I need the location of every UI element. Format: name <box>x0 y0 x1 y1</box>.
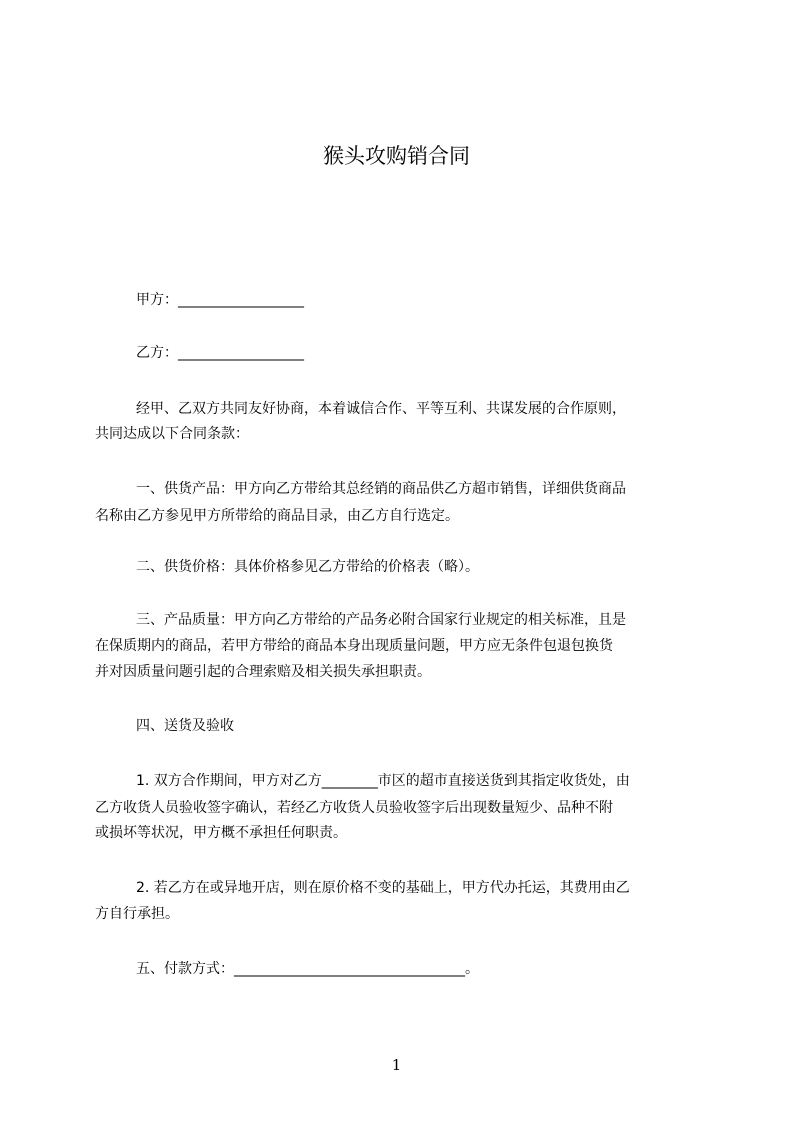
clause3-line-2 <box>0 635 793 657</box>
clause1-line-2 <box>0 505 793 527</box>
clause4-1-text-3: 或损坏等状况，甲方概不承担任何职责。 <box>95 825 347 841</box>
clause4-heading: 四、送货及验收 <box>136 718 234 734</box>
clause4-1-text-1: 1. 双方合作期间，甲方对乙方________市区的超市直接送货到其指定收货处，由 <box>136 773 630 789</box>
page-number: 1 <box>391 1056 402 1074</box>
party-a-text: 甲方：__________________ <box>136 292 304 308</box>
clause4-1-line-2 <box>0 797 793 819</box>
clause4-2-line-1 <box>0 877 793 899</box>
clause3-text-1: 三、产品质量：甲方向乙方带给的产品务必附合国家行业规定的相关标准，且是 <box>136 612 626 628</box>
party-a-line <box>0 289 793 311</box>
clause4-1-text-2: 乙方收货人员验收签字确认，若经乙方收货人员验收签字后出现数量短少、品种不附 <box>95 800 613 816</box>
clause5-text: 五、付款方式：_________________________________。 <box>136 961 479 977</box>
party-b-line <box>0 342 793 364</box>
intro-line-1 <box>0 398 793 420</box>
intro-line-2 <box>0 423 793 445</box>
clause3-line-3 <box>0 661 793 683</box>
clause2-text: 二、供货价格：具体价格参见乙方带给的价格表（略）。 <box>136 559 479 575</box>
clause2-line <box>0 556 793 578</box>
document-title: 猴头攻购销合同 <box>323 144 470 168</box>
clause4-2-text-1: 2. 若乙方在或异地开店，则在原价格不变的基础上，甲方代办托运，其费用由乙 <box>136 880 630 896</box>
clause4-2-line-2 <box>0 903 793 925</box>
party-b-text: 乙方：__________________ <box>136 345 304 361</box>
clause3-text-2: 在保质期内的商品，若甲方带给的商品本身出现质量问题，甲方应无条件包退包换货 <box>95 638 613 654</box>
clause4-2-text-2: 方自行承担。 <box>95 906 179 922</box>
clause1-text-1: 一、供货产品：甲方向乙方带给其总经销的商品供乙方超市销售，详细供货商品 <box>136 481 626 497</box>
intro-text-1: 经甲、乙双方共同友好协商，本着诚信合作、平等互利、共谋发展的合作原则， <box>136 401 626 417</box>
clause4-1-line-3 <box>0 822 793 844</box>
clause1-line-1 <box>0 478 793 500</box>
clause1-text-2: 名称由乙方参见甲方所带给的商品目录，由乙方自行选定。 <box>95 508 459 524</box>
clause4-1-line-1 <box>0 770 793 792</box>
clause3-text-3: 并对因质量问题引起的合理索赔及相关损失承担职责。 <box>95 664 431 680</box>
clause4-heading-line <box>0 715 793 737</box>
clause5-line <box>0 958 793 980</box>
clause3-line-1 <box>0 609 793 631</box>
intro-text-2: 共同达成以下合同条款： <box>95 426 249 442</box>
